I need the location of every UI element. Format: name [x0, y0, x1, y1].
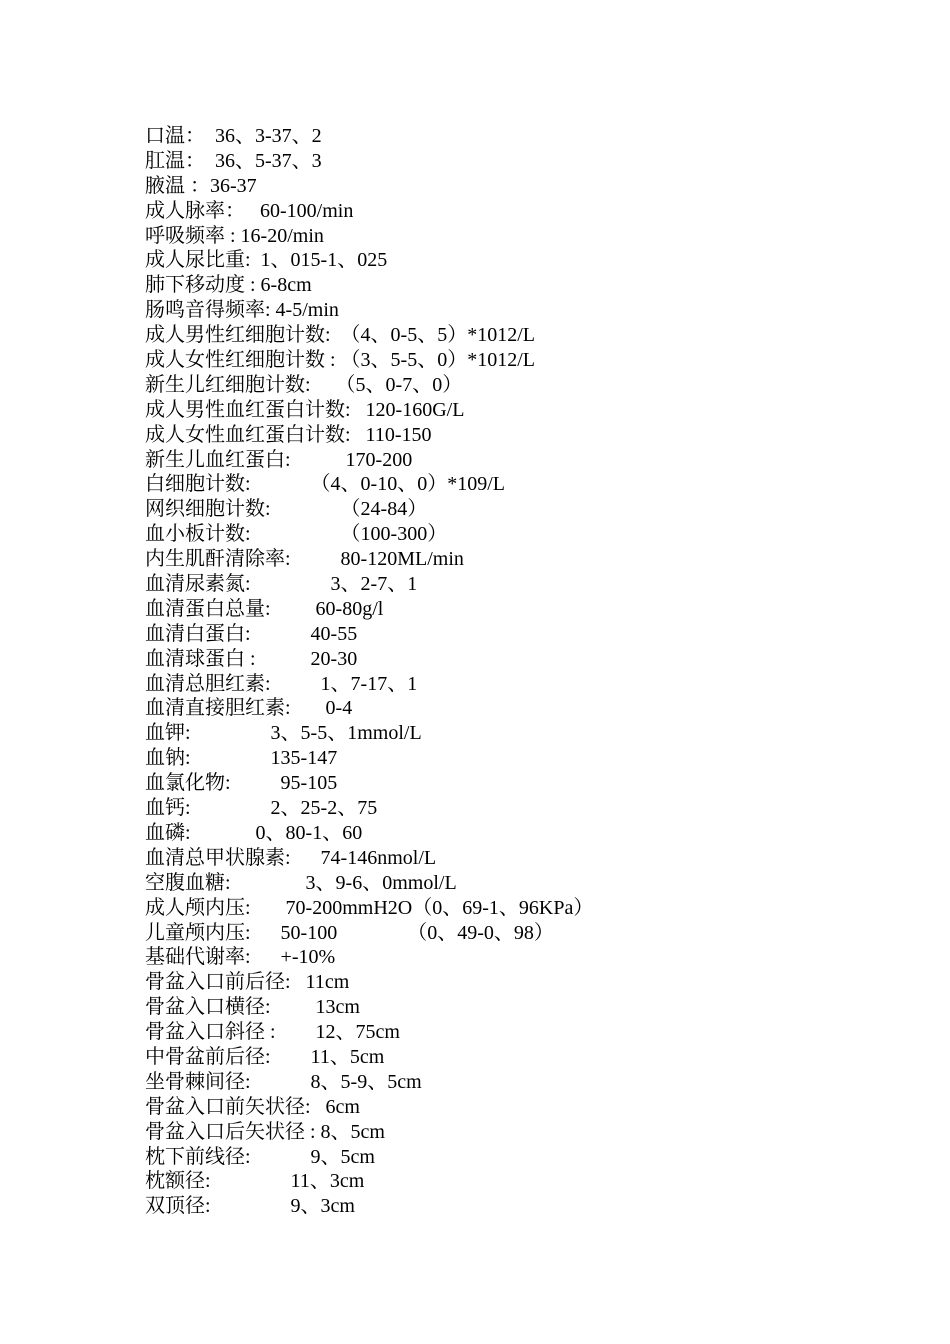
list-item: 成人女性血红蛋白计数: 110-150: [145, 423, 432, 446]
list-item: 新生儿红细胞计数: （5、0-7、0）: [145, 373, 463, 396]
list-item: 枕额径: 11、3cm: [145, 1170, 365, 1193]
list-item: 腋温 ：36-37: [145, 174, 257, 197]
list-item: 呼吸频率 : 16-20/min: [145, 224, 324, 247]
list-item: 儿童颅内压: 50-100 （0、49-0、98）: [145, 921, 554, 944]
list-item: 血钾: 3、5-5、1mmol/L: [145, 722, 422, 745]
list-item: 肠鸣音得频率: 4-5/min: [145, 299, 339, 322]
list-item: 坐骨棘间径: 8、5-9、5cm: [145, 1070, 422, 1093]
list-item: 血钠: 135-147: [145, 747, 338, 770]
list-item: 血钙: 2、25-2、75: [145, 797, 378, 820]
list-item: 血磷: 0、80-1、60: [145, 821, 363, 844]
list-item: 骨盆入口前矢状径: 6cm: [145, 1095, 360, 1118]
list-item: 血清总胆红素: 1、7-17、1: [145, 672, 418, 695]
list-item: 血清蛋白总量: 60-80g/l: [145, 597, 384, 620]
list-item: 血清总甲状腺素: 74-146nmol/L: [145, 846, 437, 869]
list-item: 血氯化物: 95-105: [145, 772, 338, 795]
list-item: 血清直接胆红素: 0-4: [145, 697, 353, 720]
list-item: 成人尿比重: 1、015-1、025: [145, 249, 388, 272]
list-item: 血清球蛋白 : 20-30: [145, 647, 358, 670]
list-item: 成人颅内压: 70-200mmH2O（0、69-1、96KPa）: [145, 896, 594, 919]
list-item: 口温： 36、3-37、2: [145, 125, 322, 147]
list-item: 骨盆入口后矢状径 : 8、5cm: [145, 1120, 385, 1143]
reference-values-list: [145, 124, 845, 1219]
list-item: 成人女性红细胞计数 : （3、5-5、0）*1012/L: [145, 349, 535, 372]
list-item: 内生肌酐清除率: 80-120ML/min: [145, 548, 464, 571]
list-item: 成人男性红细胞计数: （4、0-5、5）*1012/L: [145, 324, 535, 347]
list-item: 肺下移动度 : 6-8cm: [145, 274, 312, 297]
list-item: 骨盆入口横径: 13cm: [145, 996, 360, 1019]
list-item: 新生儿血红蛋白: 170-200: [145, 448, 413, 471]
list-item: 成人脉率： 60-100/min: [145, 199, 354, 222]
list-item: 空腹血糖: 3、9-6、0mmol/L: [145, 871, 457, 894]
list-item: 白细胞计数: （4、0-10、0）*109/L: [145, 473, 505, 496]
list-item: 血清白蛋白: 40-55: [145, 622, 358, 645]
list-item: 肛温： 36、5-37、3: [145, 149, 322, 172]
list-item: 网织细胞计数: （24-84）: [145, 498, 428, 521]
list-item: 血清尿素氮: 3、2-7、1: [145, 573, 418, 596]
list-item: 血小板计数: （100-300）: [145, 523, 448, 546]
list-item: 骨盆入口前后径: 11cm: [145, 971, 350, 994]
list-item: 骨盆入口斜径 : 12、75cm: [145, 1021, 400, 1044]
list-item: 成人男性血红蛋白计数: 120-160G/L: [145, 398, 465, 421]
list-item: 双顶径: 9、3cm: [145, 1195, 355, 1218]
list-item: 中骨盆前后径: 11、5cm: [145, 1045, 385, 1068]
list-item: 枕下前线径: 9、5cm: [145, 1145, 375, 1168]
list-item: 基础代谢率: +-10%: [145, 946, 336, 969]
